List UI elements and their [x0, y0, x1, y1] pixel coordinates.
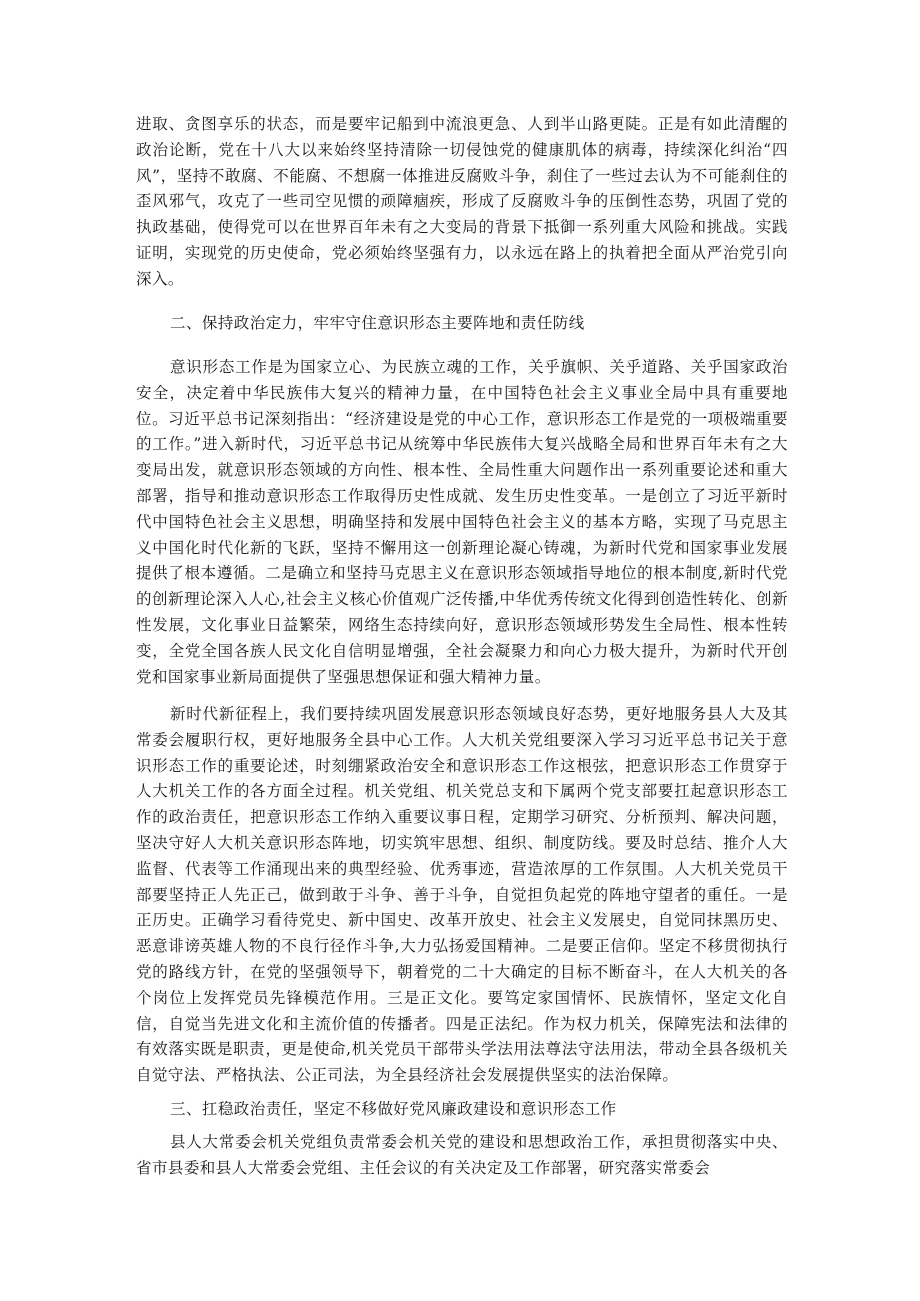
- section-heading-2: 二、保持政治定力，牢牢守住意识形态主要阵地和责任防线: [170, 314, 585, 332]
- paragraph-party-group: 县人大常委会机关党组负责常委会机关党的建设和思想政治工作，承担贯彻落实中央、省市县委和县人大常委会党组、主任会议的有关决定及工作部署，研究落实常委会: [136, 1133, 788, 1177]
- section-heading-3: 三、扛稳政治责任，坚定不移做好党风廉政建设和意识形态工作: [170, 1100, 617, 1118]
- paragraph-new-era: 新时代新征程上，我们要持续巩固发展意识形态领域良好态势，更好地服务县人大及其常委会履职行权，更好地服务全县中心工作。人大机关党组要深入学习习近平总书记关于意识形态工作的重要论述，时刻绷紧政治安全和意识形态工作这根弦，把意识形态工作贯穿于人大机关工作的各方面全过程。机关党组、机关党总支和下属两个党支部要扛起意识形态工作的政治责任，把意识形态工作纳入重要议事日程，定期学习研究、分析预判、解决问题，坚决守好人大机关意识形态阵地，切实筑牢思想、组织、制度防线。要及时总结、推介人大监督、代表等工作涌现出来的典型经验、优秀事迹，营造浓厚的工作氛围。人大机关党员干部要坚持正人先正己，做到敢于斗争、善于斗争，自觉担负起党的阵地守望者的重任。一是正历史。正确学习看待党史、新中国史、改革开放史、社会主义发展史，自觉同抹黑历史、恶意诽谤英雄人物的不良行径作斗争,大力弘扬爱国精神。二是要正信仰。坚定不移贯彻执行党的路线方针，在党的坚强领导下，朝着党的二十大确定的目标不断奋斗，在人大机关的各个岗位上发挥党员先锋模范作用。三是正文化。要笃定家国情怀、民族情怀，坚定文化自信，自觉当先进文化和主流价值的传播者。四是正法纪。作为权力机关，保障宪法和法律的有效落实既是职责，更是使命,机关党员干部带头学法用法尊法守法用法，带动全县各级机关自觉守法、严格执法、公正司法，为全县经济社会发展提供坚实的法治保障。: [136, 705, 788, 1085]
- paragraph-continued: 进取、贪图享乐的状态，而是要牢记船到中流浪更急、人到半山路更陡。正是有如此清醒的政治论断，党在十八大以来始终坚持清除一切侵蚀党的健康肌体的病毒，持续深化纠治“四风”，坚持不敢腐、不能腐、不想腐一体推进反腐败斗争，刹住了一些过去认为不可能刹住的歪风邪气，攻克了一些司空见惯的顽障痼疾，形成了反腐败斗争的压倒性态势，巩固了党的执政基础，使得党可以在世界百年未有之大变局的背景下抵御一系列重大风险和挑战。实践证明，实现党的历史使命，党必须始终坚强有力，以永远在路上的执着把全面从严治党引向深入。: [136, 115, 788, 288]
- paragraph-ideology-work: 意识形态工作是为国家立心、为民族立魂的工作，关乎旗帜、关乎道路、关乎国家政治安全，决定着中华民族伟大复兴的精神力量，在中国特色社会主义事业全局中具有重要地位。习近平总书记深刻指出：“经济建设是党的中心工作，意识形态工作是党的一项极端重要的工作。”进入新时代，习近平总书记从统筹中华民族伟大复兴战略全局和世界百年未有之大变局出发，就意识形态领域的方向性、根本性、全局性重大问题作出一系列重要论述和重大部署，指导和推动意识形态工作取得历史性成就、发生历史性变革。一是创立了习近平新时代中国特色社会主义思想，明确坚持和发展中国特色社会主义的基本方略，实现了马克思主义中国化时代化新的飞跃，坚持不懈用这一创新理论凝心铸魂，为新时代党和国家事业发展提供了根本遵循。二是确立和坚持马克思主义在意识形态领域指导地位的根本制度,新时代党的创新理论深入人心,社会主义核心价值观广泛传播,中华优秀传统文化得到创造性转化、创新性发展，文化事业日益繁荣，网络生态持续向好，意识形态领域形势发生全局性、根本性转变，全党全国各族人民文化自信明显增强，全社会凝聚力和向心力极大提升，为新时代开创党和国家事业新局面提供了坚强思想保证和强大精神力量。: [136, 358, 788, 686]
